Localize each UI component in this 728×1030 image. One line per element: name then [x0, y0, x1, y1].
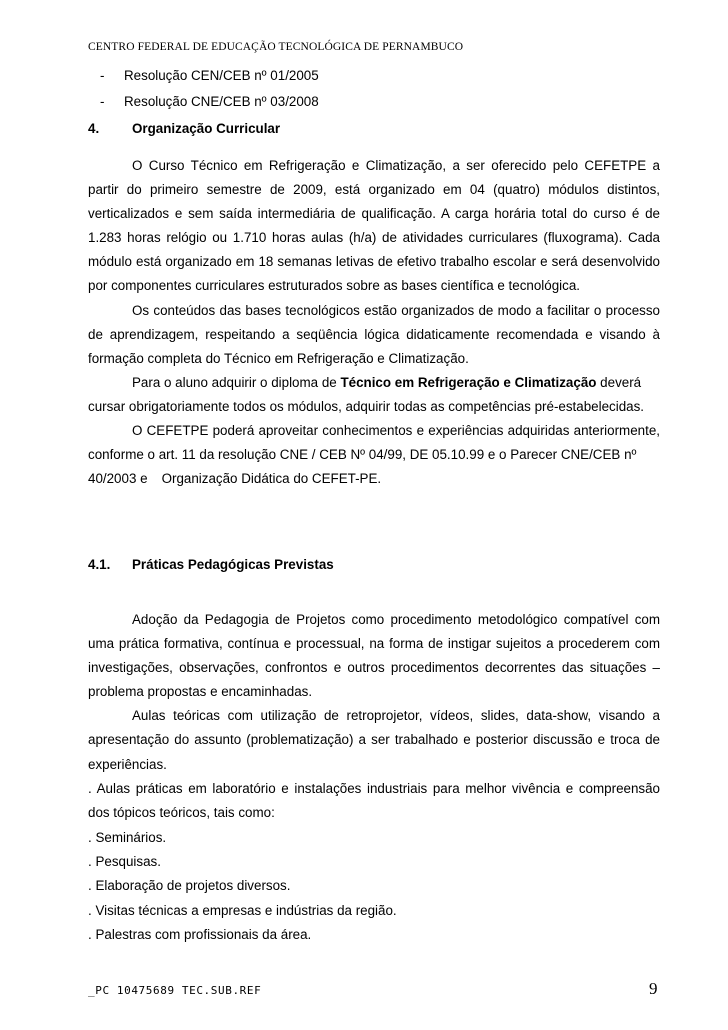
paragraph-3-text: deverá — [596, 374, 642, 390]
course-name-bold: Técnico em Refrigeração e Climatização — [340, 374, 597, 390]
paragraph-2: Os conteúdos das bases tecnológicos estão organizados de modo a facilitar o processo de aprendizagem, respeitando a seqüência lógica didaticamente recomendada e visando à formação completa do Técnico em Refrigeração e Climatização. — [88, 302, 660, 366]
paragraph-3-line-1 — [88, 371, 660, 395]
list-item: . Pesquisas. — [88, 854, 161, 870]
paragraph-4-text: 40/2003 e — [88, 471, 148, 487]
body-text-block-2 — [88, 608, 660, 825]
practices-list — [88, 826, 668, 947]
list-dash: - — [100, 94, 105, 109]
list-item: . Palestras com profissionais da área. — [88, 926, 312, 942]
page-header: CENTRO FEDERAL DE EDUCAÇÃO TECNOLÓGICA DE PERNAMBUCO — [88, 41, 464, 53]
section-title: Organização Curricular — [132, 121, 281, 136]
footer-code: _PC 10475689 TEC.SUB.REF — [88, 984, 262, 997]
paragraph-7: . Aulas práticas em laboratório e instalações industriais para melhor vivência e compreensão dos tópicos teóricos, tais como: — [88, 780, 660, 820]
section-number: 4.1. — [88, 557, 111, 572]
list-item: . Elaboração de projetos diversos. — [88, 878, 291, 894]
resolution-text: Resolução CEN/CEB nº 01/2005 — [124, 68, 319, 83]
paragraph-6: Aulas teóricas com utilização de retroprojetor, vídeos, slides, data-show, visando a apresentação do assunto (problematização) a ser trabalhado e posterior discussão e troca de experiências. — [88, 708, 660, 772]
paragraph-3-text: Para o aluno adquirir o diploma de — [132, 374, 341, 390]
page-number: 9 — [649, 979, 658, 998]
paragraph-3-line-2: cursar obrigatoriamente todos os módulos, adquirir todas as competências pré-estabelecidas. — [88, 398, 645, 414]
list-dash: - — [100, 68, 105, 83]
list-item: . Visitas técnicas a empresas e indústrias da região. — [88, 902, 397, 918]
section-number: 4. — [88, 121, 100, 136]
section-heading-4-1 — [88, 557, 334, 572]
resolution-item — [100, 94, 319, 109]
paragraph-1: O Curso Técnico em Refrigeração e Climatização, a ser oferecido pelo CEFETPE a partir do primeiro semestre de 2009, está organizado em 04 (quatro) módulos distintos, verticalizados e sem saída intermediária de qualificação. A carga horária total do curso é de 1.283 horas relógio ou 1.710 horas aulas (h/a) de atividades curriculares (fluxograma). Cada módulo está organizado em 18 semanas letivas de efetivo trabalho escolar e será desenvolvido por componentes curriculares estruturados sobre as bases científica e tecnológica. — [88, 158, 660, 294]
resolution-item — [100, 68, 319, 83]
paragraph-5: Adoção da Pedagogia de Projetos como procedimento metodológico compatível com uma prática formativa, contínua e processual, na forma de instigar sujeitos a procederem com investigações, observações, confrontos e outros procedimentos decorrentes das situações – problema propostas e encaminhadas. — [88, 612, 660, 700]
body-text-block — [88, 154, 660, 491]
paragraph-4-text: Organização Didática do CEFET-PE. — [161, 471, 382, 487]
list-item: . Seminários. — [88, 830, 167, 845]
section-heading-4 — [88, 121, 280, 136]
resolution-text: Resolução CNE/CEB nº 03/2008 — [124, 94, 319, 109]
section-title: Práticas Pedagógicas Previstas — [132, 557, 334, 572]
paragraph-4: O CEFETPE poderá aproveitar conhecimentos e experiências adquiridas anteriormente, conforme o art. 11 da resolução CNE / CEB Nº 04/99, DE 05.10.99 e o Parecer CNE/CEB nº — [88, 423, 660, 463]
paragraph-4-last-line — [88, 467, 660, 491]
